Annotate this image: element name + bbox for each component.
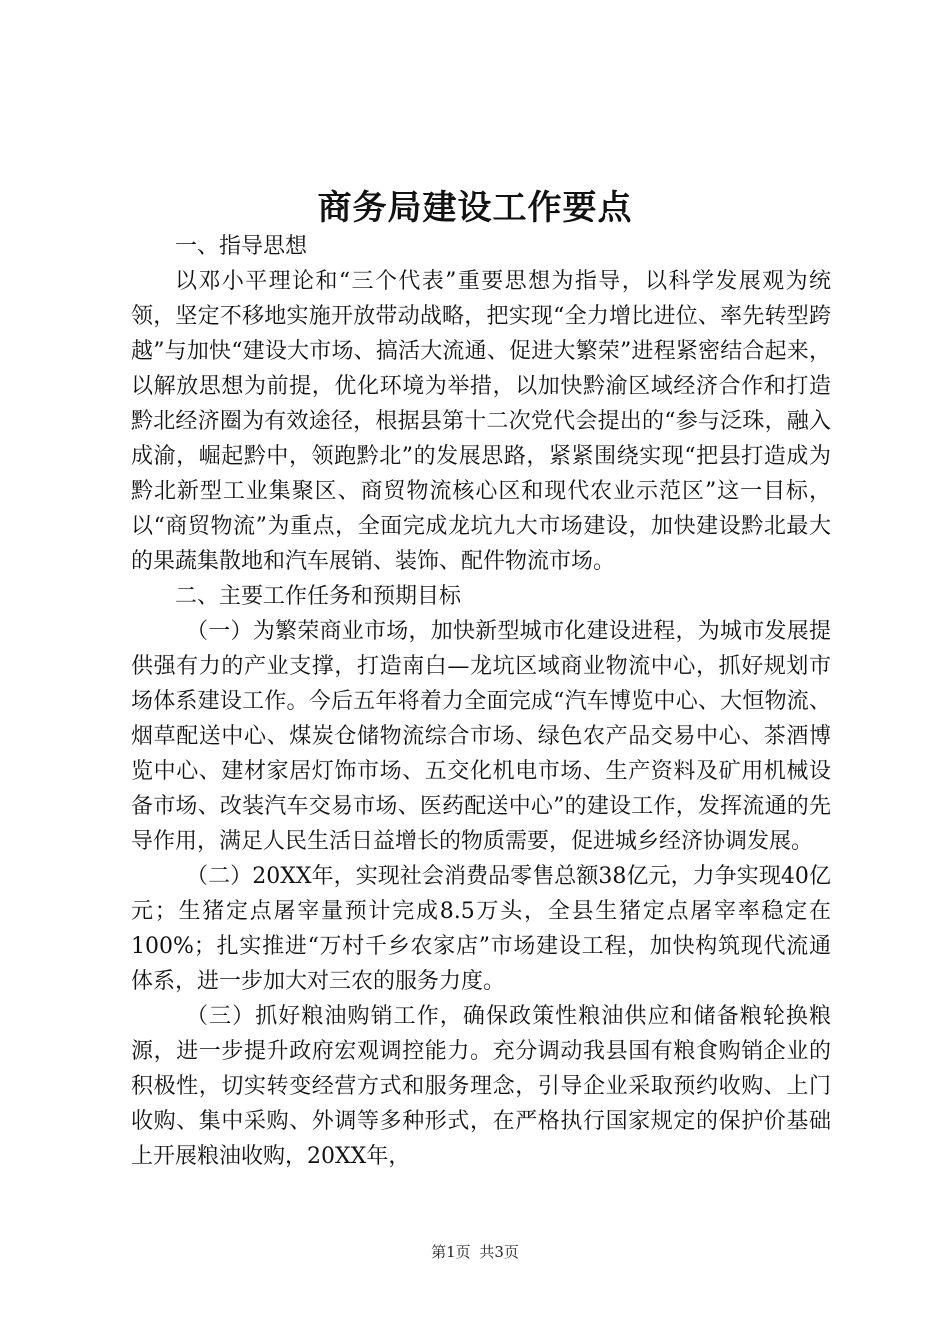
paragraph-task-2: （二）20XX年，实现社会消费品零售总额38亿元，力争实现40亿元；生猪定点屠宰量预计完成8.5万头，全县生猪定点屠宰率稳定在100%；扎实推进“万村千乡农家店”市场建设工程，加快构筑现代流通体系，进一步加大对三农的服务力度。: [131, 864, 831, 994]
document-body: [131, 229, 831, 1174]
section-heading-guiding-thought: 一、指导思想: [175, 234, 308, 259]
paragraph-task-1: （一）为繁荣商业市场，加快新型城市化建设进程，为城市发展提供强有力的产业支撑，打造南白—龙坑区域商业物流中心，抓好规划市场体系建设工作。今后五年将着力全面完成“汽车博览中心、大恒物流、烟草配送中心、煤炭仓储物流综合市场、绿色农产品交易中心、茶酒博览中心、建材家居灯饰市场、五交化机电市场、生产资料及矿用机械设备市场、改装汽车交易市场、医药配送中心”的建设工作，发挥流通的先导作用，满足人民生活日益增长的物质需要，促进城乡经济协调发展。: [131, 619, 831, 854]
document-title: 商务局建设工作要点: [317, 188, 633, 228]
paragraph-task-3: （三）抓好粮油购销工作，确保政策性粮油供应和储备粮轮换粮源，进一步提升政府宏观调控能力。充分调动我县国有粮食购销企业的积极性，切实转变经营方式和服务理念，引导企业采取预约收购、上门收购、集中采购、外调等多种形式，在严格执行国家规定的保护价基础上开展粮油收购，20XX年，: [131, 1004, 831, 1169]
page-number: 第1页: [431, 1243, 471, 1261]
page-total: 共3页: [479, 1243, 519, 1261]
page-footer: [0, 1240, 950, 1264]
section-heading-main-tasks: 二、主要工作任务和预期目标: [175, 584, 462, 609]
paragraph-guiding-thought: 以邓小平理论和“三个代表”重要思想为指导，以科学发展观为统领，坚定不移地实施开放带动战略，把实现“全力增比进位、率先转型跨越”与加快“建设大市场、搞活大流通、促进大繁荣”进程紧密结合起来，以解放思想为前提，优化环境为举措，以加快黔渝区域经济合作和打造黔北经济圈为有效途径，根据县第十二次党代会提出的“参与泛珠，融入成渝，崛起黔中，领跑黔北”的发展思路，紧紧围绕实现“把县打造成为黔北新型工业集聚区、商贸物流核心区和现代农业示范区”这一目标，以“商贸物流”为重点，全面完成龙坑九大市场建设，加快建设黔北最大的果蔬集散地和汽车展销、装饰、配件物流市场。: [131, 269, 831, 574]
